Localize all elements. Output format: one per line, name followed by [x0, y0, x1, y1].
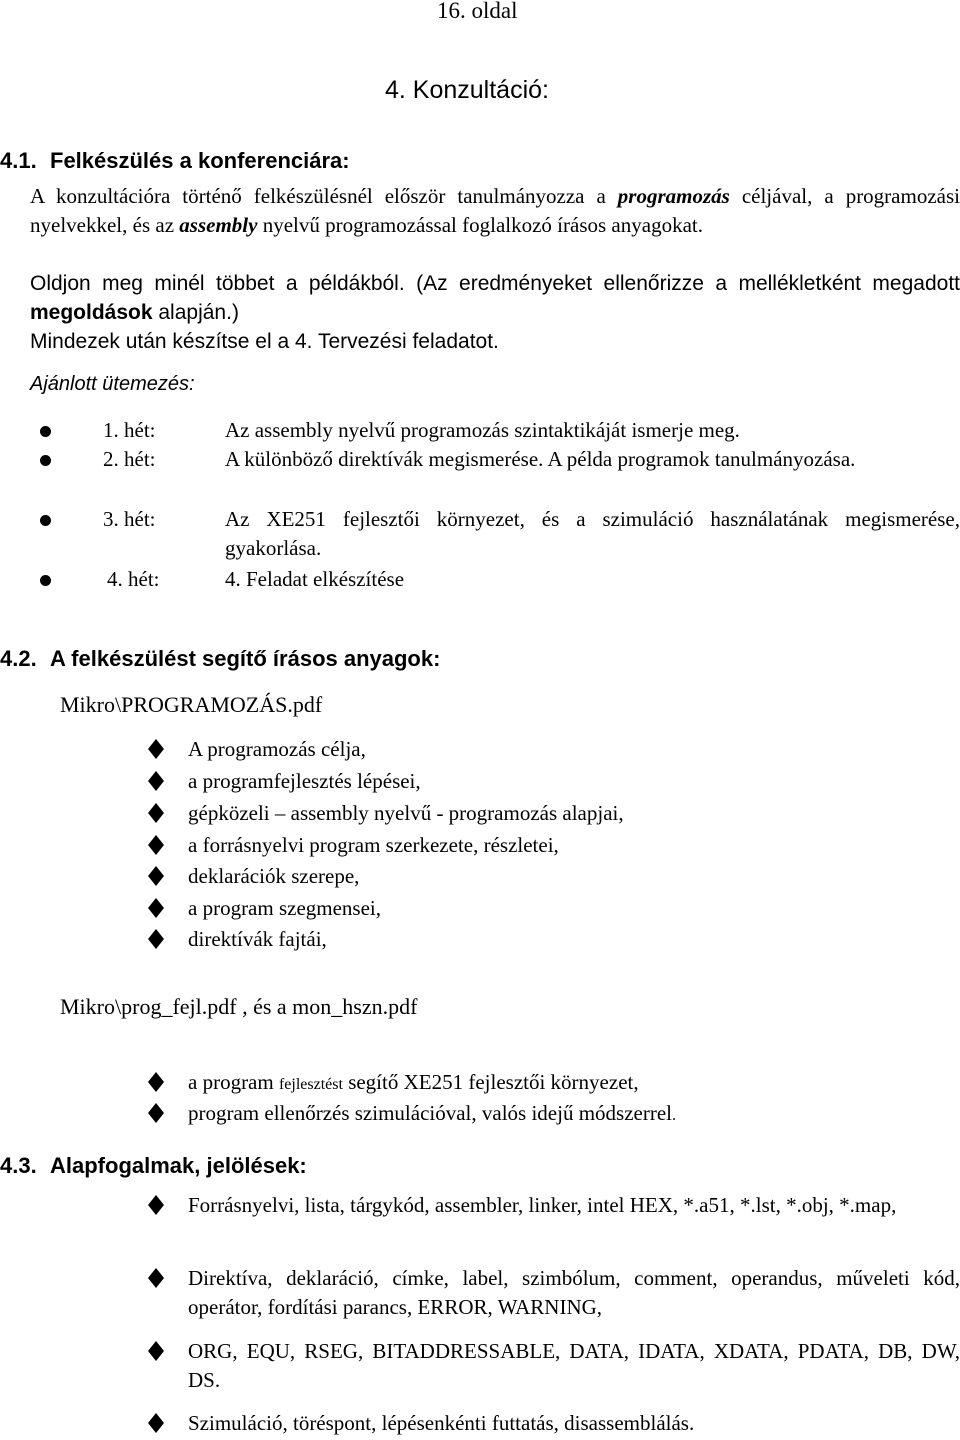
para-text: céljával, a programozási nyelvekkel, és az — [30, 184, 960, 237]
list-item — [148, 831, 960, 860]
list-item-text — [188, 1099, 960, 1130]
list-item-text: deklarációk szerepe, — [188, 864, 360, 888]
diamond-bullet-icon — [148, 1341, 164, 1361]
section-number: 4.3. — [0, 1153, 37, 1178]
list-item — [148, 735, 960, 764]
diamond-bullet-icon — [148, 771, 164, 791]
section-heading-4-2 — [0, 646, 440, 672]
list-item-text: a programfejlesztés lépései, — [188, 769, 421, 793]
bullet-dot-icon — [40, 575, 51, 586]
para-text: A konzultációra történő felkészülésnél először tanulmányozza a — [30, 184, 618, 208]
list-item — [148, 894, 960, 923]
diamond-bullet-icon — [148, 835, 164, 855]
list-item-text: ORG, EQU, RSEG, BITADDRESSABLE, DATA, IDATA, XDATA, PDATA, DB, DW, DS. — [188, 1339, 960, 1392]
schedule-label: Ajánlott ütemezés: — [30, 373, 195, 395]
schedule-week: 2. hét: — [103, 447, 156, 471]
schedule-text: A különböző direktívák megismerése. A példa programok tanulmányozása. — [225, 447, 856, 471]
bullet-dot-icon — [40, 426, 51, 437]
section-title: A felkészülést segítő írásos anyagok: — [50, 646, 441, 671]
chapter-title: 4. Konzultáció: — [385, 76, 549, 104]
task-paragraph: Mindezek után készítse el a 4. Tervezési feladatot. — [30, 330, 499, 353]
list-item — [148, 1264, 960, 1322]
diamond-bullet-icon — [148, 898, 164, 918]
list-item-text: A programozás célja, — [188, 737, 366, 761]
list-item-text: Direktíva, deklaráció, címke, label, szimbólum, comment, operandus, műveleti kód, operátor, fordítási parancs, ERROR, WARNING, — [188, 1266, 960, 1319]
list-item-text: a program szegmensei, — [188, 896, 382, 920]
schedule-text: Az assembly nyelvű programozás szintaktikáját ismerje meg. — [225, 418, 740, 442]
emphasis-assembly: assembly — [179, 213, 258, 237]
diamond-bullet-icon — [148, 1103, 164, 1123]
schedule-row — [40, 565, 960, 594]
diamond-bullet-icon — [148, 803, 164, 823]
list-item-text: Forrásnyelvi, lista, tárgykód, assembler, linker, intel HEX, *.a51, *.lst, *.obj, *.map, — [188, 1193, 897, 1217]
diamond-bullet-icon — [148, 739, 164, 759]
examples-paragraph — [30, 269, 960, 327]
list-item — [148, 799, 960, 828]
diamond-bullet-icon — [148, 1268, 164, 1288]
list-item-text: direktívák fajtái, — [188, 927, 327, 951]
list-item — [148, 767, 960, 796]
section-number: 4.1. — [0, 148, 37, 173]
text-part: segítő XE251 fejlesztői környezet, — [342, 1070, 639, 1094]
para-text: Oldjon meg minél többet a példákból. (Az eredményeket ellenőrizze a mellékletként megadott — [30, 272, 960, 295]
list-item — [148, 1409, 960, 1438]
bullet-dot-icon — [40, 515, 51, 526]
page-number: 16. oldal — [437, 0, 518, 23]
schedule-text: 4. Feladat elkészítése — [225, 567, 405, 591]
schedule-week: 1. hét: — [103, 418, 156, 442]
small-text: fejlesztést — [278, 1076, 343, 1093]
file-reference-2: Mikro\prog_fejl.pdf , és a mon_hszn.pdf — [60, 994, 418, 1019]
text-part: a program — [188, 1070, 279, 1094]
small-text: . — [672, 1107, 676, 1124]
para-text: alapján.) — [152, 301, 239, 324]
list-item — [148, 1068, 960, 1097]
diamond-bullet-icon — [148, 1072, 164, 1092]
bold-megoldasok: megoldások — [30, 301, 153, 324]
schedule-week: 4. hét: — [107, 567, 160, 591]
schedule-row — [40, 445, 960, 503]
schedule-row — [40, 505, 960, 563]
list-item — [148, 925, 960, 954]
list-item-text: Szimuláció, töréspont, lépésenkénti futtatás, disassemblálás. — [188, 1411, 695, 1435]
file-reference-1: Mikro\PROGRAMOZÁS.pdf — [60, 692, 323, 717]
diamond-bullet-icon — [148, 1195, 164, 1215]
bullet-dot-icon — [40, 455, 51, 466]
schedule-text: Az XE251 fejlesztői környezet, és a szimuláció használatának megismerése, gyakorlása. — [225, 507, 960, 560]
section-number: 4.2. — [0, 646, 37, 671]
list-item — [148, 862, 960, 891]
emphasis-programozas: programozás — [617, 184, 730, 208]
section-title: Felkészülés a konferenciára: — [50, 148, 350, 173]
list-item — [148, 1191, 960, 1249]
section-heading-4-1 — [0, 148, 350, 174]
list-item-text: gépközeli – assembly nyelvű - programozás alapjai, — [188, 801, 624, 825]
schedule-week: 3. hét: — [103, 507, 156, 531]
section-heading-4-3 — [0, 1153, 307, 1179]
para-text: nyelvű programozással foglalkozó írásos anyagokat. — [257, 213, 703, 237]
diamond-bullet-icon — [148, 929, 164, 949]
intro-paragraph — [30, 182, 960, 240]
list-item — [148, 1099, 960, 1128]
schedule-row — [40, 416, 960, 445]
section-title: Alapfogalmak, jelölések: — [50, 1153, 307, 1178]
text-part: program ellenőrzés szimulációval, valós idejű módszerrel — [188, 1101, 672, 1125]
diamond-bullet-icon — [148, 866, 164, 886]
list-item-text: a forrásnyelvi program szerkezete, részletei, — [188, 833, 559, 857]
list-item — [148, 1337, 960, 1395]
diamond-bullet-icon — [148, 1413, 164, 1433]
list-item-text — [188, 1068, 960, 1099]
